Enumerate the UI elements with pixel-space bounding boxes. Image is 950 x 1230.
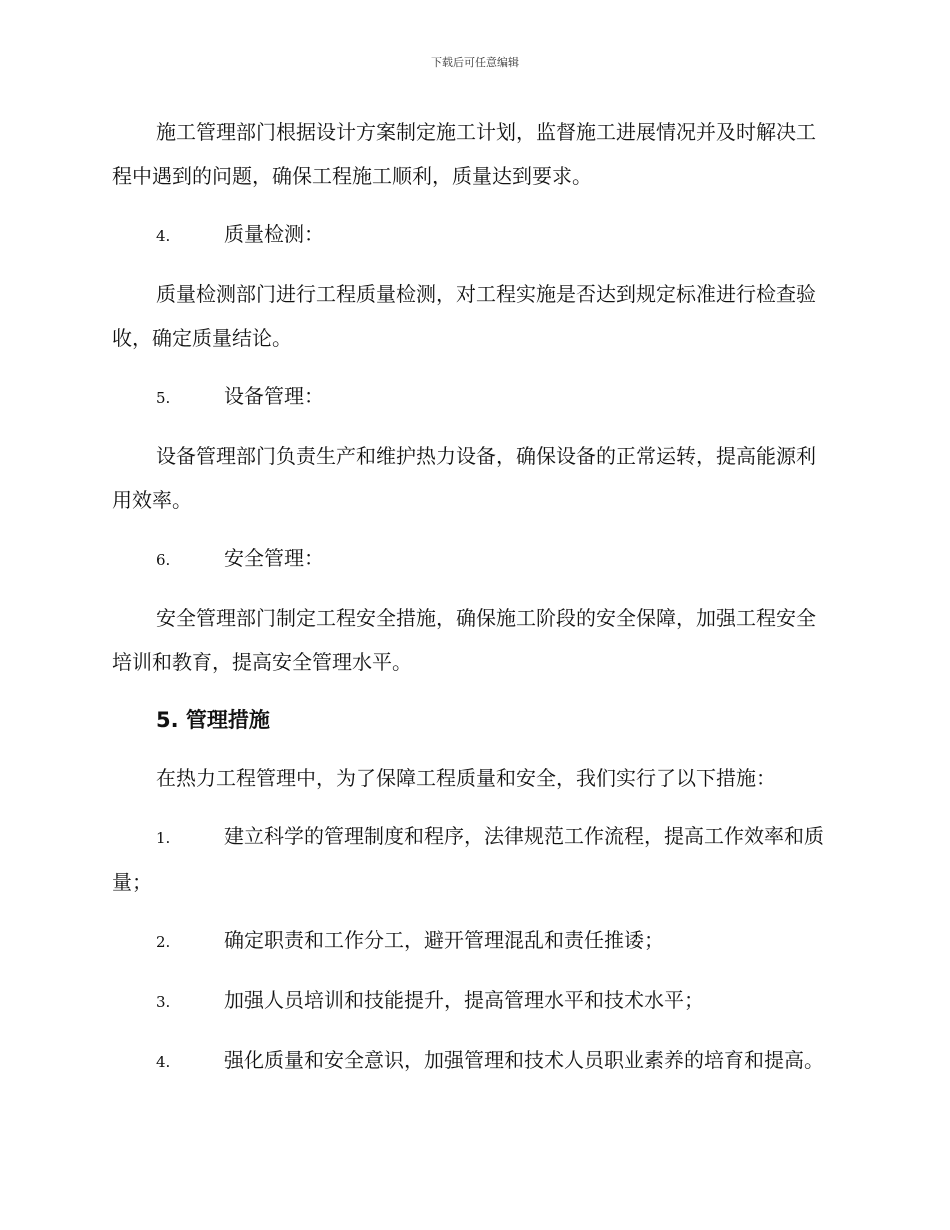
page-header: 下载后可任意编辑 <box>431 56 519 69</box>
list-label: 质量检测： <box>224 222 324 246</box>
paragraph-equipment: 设备管理部门负责生产和维护热力设备，确保设备的正常运转，提高能源利用效率。 <box>112 444 816 512</box>
measure-item <box>112 814 834 904</box>
list-number: 1. <box>156 829 171 847</box>
list-label: 安全管理： <box>224 546 324 570</box>
section-heading: 5. 管理措施 <box>156 708 270 732</box>
list-label: 设备管理： <box>224 384 324 408</box>
document-body <box>112 110 834 1098</box>
paragraph-quality: 质量检测部门进行工程质量检测，对工程实施是否达到规定标准进行检查验收，确定质量结论。 <box>112 282 816 350</box>
list-number: 5. <box>156 389 171 407</box>
measure-item <box>112 978 834 1024</box>
list-item-safety <box>112 536 834 582</box>
list-number: 3. <box>156 993 171 1011</box>
list-label: 建立科学的管理制度和程序，法律规范工作流程，提高工作效率和质量； <box>112 824 824 894</box>
measure-item <box>112 918 834 964</box>
list-number: 6. <box>156 551 171 569</box>
list-label: 加强人员培训和技能提升，提高管理水平和技术水平； <box>224 988 704 1012</box>
list-item-quality-inspection <box>112 212 834 258</box>
list-number: 4. <box>156 1053 171 1071</box>
measure-item <box>112 1038 834 1084</box>
list-item-equipment <box>112 374 834 420</box>
list-number: 2. <box>156 933 171 951</box>
list-number: 4. <box>156 227 171 245</box>
paragraph-measures-intro: 在热力工程管理中，为了保障工程质量和安全，我们实行了以下措施： <box>156 766 776 790</box>
list-label: 确定职责和工作分工，避开管理混乱和责任推诿； <box>224 928 664 952</box>
paragraph-construction: 施工管理部门根据设计方案制定施工计划，监督施工进展情况并及时解决工程中遇到的问题，确保工程施工顺利，质量达到要求。 <box>112 120 816 188</box>
list-label: 强化质量和安全意识，加强管理和技术人员职业素养的培育和提高。 <box>224 1048 824 1072</box>
paragraph-safety: 安全管理部门制定工程安全措施，确保施工阶段的安全保障，加强工程安全培训和教育，提高安全管理水平。 <box>112 606 816 674</box>
